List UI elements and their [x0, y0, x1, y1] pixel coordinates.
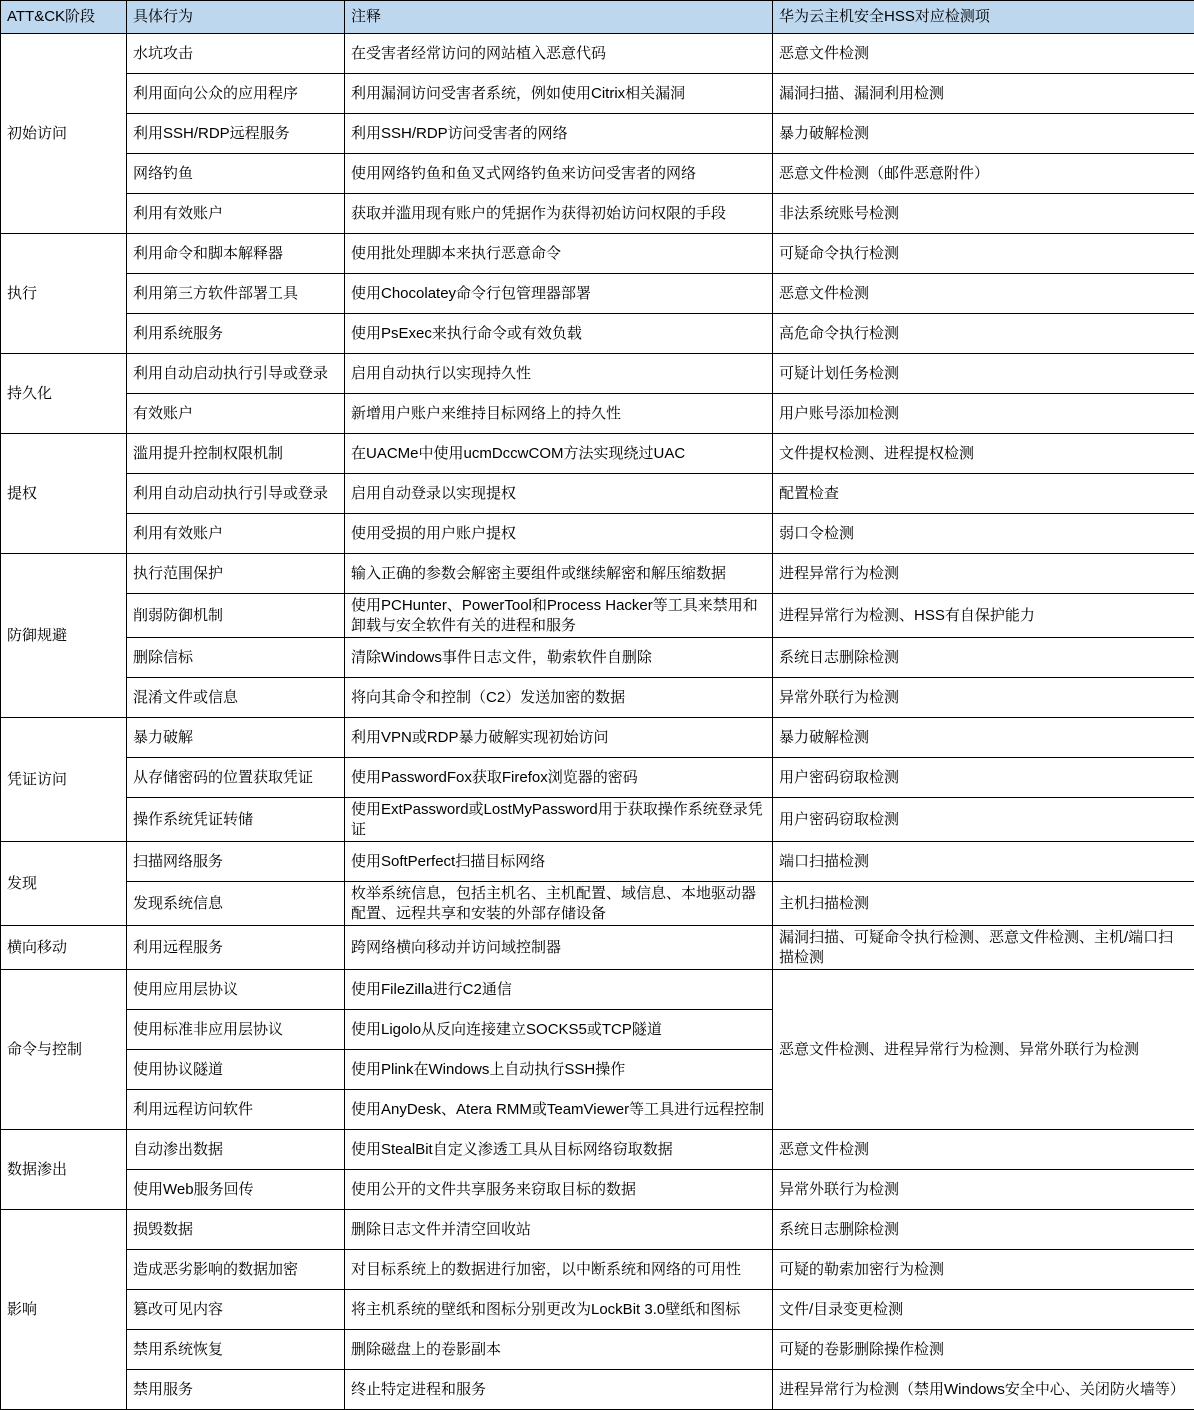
table-row — [1, 234, 1194, 274]
table-row — [1, 1330, 1194, 1370]
detection-cell: 文件/目录变更检测 — [773, 1290, 1194, 1330]
detection-cell: 进程异常行为检测 — [773, 554, 1194, 594]
detection-cell: 主机扫描检测 — [773, 882, 1194, 926]
detection-cell: 恶意文件检测 — [773, 1130, 1194, 1170]
detection-cell: 高危命令执行检测 — [773, 314, 1194, 354]
stage-cell: 数据渗出 — [1, 1130, 127, 1210]
detection-cell: 配置检查 — [773, 474, 1194, 514]
note-cell: 清除Windows事件日志文件，勒索软件自删除 — [345, 638, 773, 678]
behavior-cell: 发现系统信息 — [127, 882, 345, 926]
table-row — [1, 926, 1194, 970]
table-body — [1, 34, 1194, 1410]
detection-cell: 用户密码窃取检测 — [773, 798, 1194, 842]
note-cell: 使用AnyDesk、Atera RMM或TeamViewer等工具进行远程控制 — [345, 1090, 773, 1130]
behavior-cell: 利用命令和脚本解释器 — [127, 234, 345, 274]
stage-cell: 防御规避 — [1, 554, 127, 718]
note-cell: 使用受损的用户账户提权 — [345, 514, 773, 554]
behavior-cell: 从存储密码的位置获取凭证 — [127, 758, 345, 798]
behavior-cell: 操作系统凭证转储 — [127, 798, 345, 842]
behavior-cell: 禁用服务 — [127, 1370, 345, 1410]
note-cell: 删除日志文件并清空回收站 — [345, 1210, 773, 1250]
detection-cell: 异常外联行为检测 — [773, 1170, 1194, 1210]
behavior-cell: 利用远程访问软件 — [127, 1090, 345, 1130]
behavior-cell: 暴力破解 — [127, 718, 345, 758]
detection-cell: 非法系统账号检测 — [773, 194, 1194, 234]
header-cell: 具体行为 — [127, 1, 345, 34]
note-cell: 将向其命令和控制（C2）发送加密的数据 — [345, 678, 773, 718]
behavior-cell: 执行范围保护 — [127, 554, 345, 594]
detection-cell: 用户账号添加检测 — [773, 394, 1194, 434]
note-cell: 使用FileZilla进行C2通信 — [345, 970, 773, 1010]
note-cell: 使用公开的文件共享服务来窃取目标的数据 — [345, 1170, 773, 1210]
detection-cell: 可疑的勒索加密行为检测 — [773, 1250, 1194, 1290]
stage-cell: 影响 — [1, 1210, 127, 1410]
table-row — [1, 474, 1194, 514]
table-row — [1, 678, 1194, 718]
detection-cell: 用户密码窃取检测 — [773, 758, 1194, 798]
detection-cell: 系统日志删除检测 — [773, 638, 1194, 678]
stage-cell: 提权 — [1, 434, 127, 554]
note-cell: 在UACMe中使用ucmDccwCOM方法实现绕过UAC — [345, 434, 773, 474]
table-row — [1, 1370, 1194, 1410]
detection-cell: 系统日志删除检测 — [773, 1210, 1194, 1250]
detection-cell: 可疑计划任务检测 — [773, 354, 1194, 394]
behavior-cell: 利用有效账户 — [127, 194, 345, 234]
behavior-cell: 利用自动启动执行引导或登录 — [127, 474, 345, 514]
table-row — [1, 154, 1194, 194]
header-cell: ATT&CK阶段 — [1, 1, 127, 34]
table-row — [1, 34, 1194, 74]
note-cell: 使用批处理脚本来执行恶意命令 — [345, 234, 773, 274]
note-cell: 使用PsExec来执行命令或有效负载 — [345, 314, 773, 354]
table-row — [1, 970, 1194, 1010]
note-cell: 终止特定进程和服务 — [345, 1370, 773, 1410]
behavior-cell: 使用协议隧道 — [127, 1050, 345, 1090]
note-cell: 利用漏洞访问受害者系统，例如使用Citrix相关漏洞 — [345, 74, 773, 114]
detection-cell: 进程异常行为检测、HSS有自保护能力 — [773, 594, 1194, 638]
header-cell: 注释 — [345, 1, 773, 34]
table-row — [1, 1210, 1194, 1250]
note-cell: 将主机系统的壁纸和图标分别更改为LockBit 3.0壁纸和图标 — [345, 1290, 773, 1330]
behavior-cell: 禁用系统恢复 — [127, 1330, 345, 1370]
stage-cell: 执行 — [1, 234, 127, 354]
detection-cell: 恶意文件检测（邮件恶意附件） — [773, 154, 1194, 194]
table-row — [1, 354, 1194, 394]
header-cell: 华为云主机安全HSS对应检测项 — [773, 1, 1194, 34]
behavior-cell: 利用有效账户 — [127, 514, 345, 554]
stage-cell: 命令与控制 — [1, 970, 127, 1130]
table-row — [1, 514, 1194, 554]
behavior-cell: 自动渗出数据 — [127, 1130, 345, 1170]
table-row — [1, 594, 1194, 638]
note-cell: 启用自动执行以实现持久性 — [345, 354, 773, 394]
table-row — [1, 1250, 1194, 1290]
note-cell: 枚举系统信息，包括主机名、主机配置、域信息、本地驱动器配置、远程共享和安装的外部存储设备 — [345, 882, 773, 926]
table-row — [1, 114, 1194, 154]
behavior-cell: 造成恶劣影响的数据加密 — [127, 1250, 345, 1290]
note-cell: 利用SSH/RDP访问受害者的网络 — [345, 114, 773, 154]
behavior-cell: 利用面向公众的应用程序 — [127, 74, 345, 114]
detection-cell: 暴力破解检测 — [773, 114, 1194, 154]
table-row — [1, 1290, 1194, 1330]
note-cell: 使用Chocolatey命令行包管理器部署 — [345, 274, 773, 314]
note-cell: 在受害者经常访问的网站植入恶意代码 — [345, 34, 773, 74]
table-row — [1, 554, 1194, 594]
detection-cell: 漏洞扫描、漏洞利用检测 — [773, 74, 1194, 114]
table-row — [1, 394, 1194, 434]
note-cell: 使用PCHunter、PowerTool和Process Hacker等工具来禁用和卸载与安全软件有关的进程和服务 — [345, 594, 773, 638]
stage-cell: 凭证访问 — [1, 718, 127, 842]
note-cell: 使用ExtPassword或LostMyPassword用于获取操作系统登录凭证 — [345, 798, 773, 842]
behavior-cell: 篡改可见内容 — [127, 1290, 345, 1330]
table-row — [1, 274, 1194, 314]
detection-cell: 进程异常行为检测（禁用Windows安全中心、关闭防火墙等） — [773, 1370, 1194, 1410]
behavior-cell: 网络钓鱼 — [127, 154, 345, 194]
note-cell: 利用VPN或RDP暴力破解实现初始访问 — [345, 718, 773, 758]
behavior-cell: 利用自动启动执行引导或登录 — [127, 354, 345, 394]
behavior-cell: 利用第三方软件部署工具 — [127, 274, 345, 314]
table-row — [1, 314, 1194, 354]
note-cell: 使用Plink在Windows上自动执行SSH操作 — [345, 1050, 773, 1090]
note-cell: 使用PasswordFox获取Firefox浏览器的密码 — [345, 758, 773, 798]
behavior-cell: 利用系统服务 — [127, 314, 345, 354]
note-cell: 启用自动登录以实现提权 — [345, 474, 773, 514]
behavior-cell: 水坑攻击 — [127, 34, 345, 74]
table-row — [1, 718, 1194, 758]
table-row — [1, 1130, 1194, 1170]
behavior-cell: 损毁数据 — [127, 1210, 345, 1250]
behavior-cell: 使用标准非应用层协议 — [127, 1010, 345, 1050]
detection-cell: 弱口令检测 — [773, 514, 1194, 554]
behavior-cell: 使用Web服务回传 — [127, 1170, 345, 1210]
note-cell: 删除磁盘上的卷影副本 — [345, 1330, 773, 1370]
table-row — [1, 434, 1194, 474]
detection-cell: 文件提权检测、进程提权检测 — [773, 434, 1194, 474]
behavior-cell: 删除信标 — [127, 638, 345, 678]
note-cell: 对目标系统上的数据进行加密，以中断系统和网络的可用性 — [345, 1250, 773, 1290]
behavior-cell: 混淆文件或信息 — [127, 678, 345, 718]
table-row — [1, 758, 1194, 798]
behavior-cell: 利用远程服务 — [127, 926, 345, 970]
detection-cell: 恶意文件检测 — [773, 34, 1194, 74]
behavior-cell: 滥用提升控制权限机制 — [127, 434, 345, 474]
detection-cell: 可疑命令执行检测 — [773, 234, 1194, 274]
detection-cell: 恶意文件检测、进程异常行为检测、异常外联行为检测 — [773, 970, 1194, 1130]
detection-cell: 可疑的卷影删除操作检测 — [773, 1330, 1194, 1370]
table-row — [1, 1170, 1194, 1210]
table-row — [1, 638, 1194, 678]
behavior-cell: 使用应用层协议 — [127, 970, 345, 1010]
detection-cell: 端口扫描检测 — [773, 842, 1194, 882]
stage-cell: 横向移动 — [1, 926, 127, 970]
note-cell: 使用SoftPerfect扫描目标网络 — [345, 842, 773, 882]
behavior-cell: 扫描网络服务 — [127, 842, 345, 882]
stage-cell: 初始访问 — [1, 34, 127, 234]
note-cell: 跨网络横向移动并访问域控制器 — [345, 926, 773, 970]
table-row — [1, 194, 1194, 234]
note-cell: 使用网络钓鱼和鱼叉式网络钓鱼来访问受害者的网络 — [345, 154, 773, 194]
stage-cell: 持久化 — [1, 354, 127, 434]
stage-cell: 发现 — [1, 842, 127, 926]
detection-cell: 暴力破解检测 — [773, 718, 1194, 758]
behavior-cell: 利用SSH/RDP远程服务 — [127, 114, 345, 154]
behavior-cell: 削弱防御机制 — [127, 594, 345, 638]
detection-cell: 漏洞扫描、可疑命令执行检测、恶意文件检测、主机/端口扫描检测 — [773, 926, 1194, 970]
table-header-row — [1, 1, 1194, 34]
note-cell: 使用StealBit自定义渗透工具从目标网络窃取数据 — [345, 1130, 773, 1170]
table-row — [1, 74, 1194, 114]
note-cell: 使用Ligolo从反向连接建立SOCKS5或TCP隧道 — [345, 1010, 773, 1050]
note-cell: 输入正确的参数会解密主要组件或继续解密和解压缩数据 — [345, 554, 773, 594]
table-row — [1, 842, 1194, 882]
behavior-cell: 有效账户 — [127, 394, 345, 434]
detection-cell: 异常外联行为检测 — [773, 678, 1194, 718]
note-cell: 新增用户账户来维持目标网络上的持久性 — [345, 394, 773, 434]
detection-cell: 恶意文件检测 — [773, 274, 1194, 314]
note-cell: 获取并滥用现有账户的凭据作为获得初始访问权限的手段 — [345, 194, 773, 234]
table-row — [1, 798, 1194, 842]
table-row — [1, 882, 1194, 926]
